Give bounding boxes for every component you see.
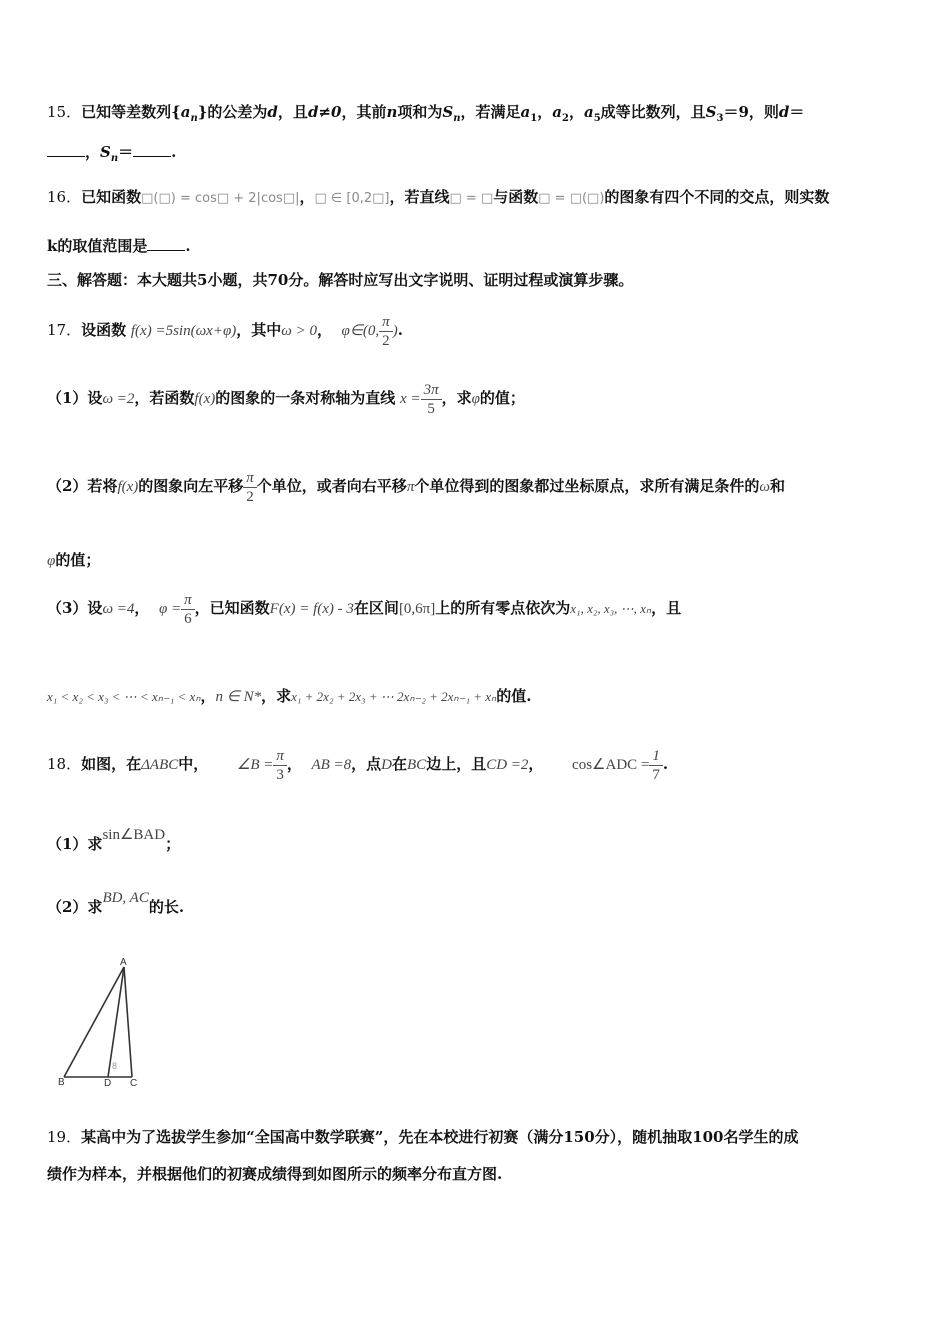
q18-part1: （1）求sin∠BAD； <box>47 827 181 853</box>
q18-number: 18． <box>47 755 82 773</box>
q16-line1: 16．已知函数□(□) = cos□ + 2|cos□|，□ ∈ [0,2□]，若直线□ = □与函数□ = □(□)的图象有四个不同的交点，则实数 <box>47 188 830 206</box>
q18-part2: （2）求BD, AC的长. <box>47 890 185 916</box>
function-def: f(x) =5sin(ωx+φ) <box>130 323 237 339</box>
fraction: $\frac{1}{7}$ <box>649 747 663 784</box>
fraction: $\frac{3\pi}{5}$ <box>421 381 442 418</box>
fraction: $\frac{\pi}{2}$ <box>379 313 393 350</box>
triangle-figure <box>50 955 150 1090</box>
fraction: $\frac{\pi}{6}$ <box>181 591 195 628</box>
q19-line1: 19．某高中为了选拔学生参加“全国高中数学联赛”，先在本校进行初赛（满分150分），随机抽取100名学生的成 <box>47 1128 799 1146</box>
q16-line2: k的取值范围是 . <box>47 237 191 255</box>
answer-blank <box>147 236 185 251</box>
label-c: C <box>130 1078 138 1089</box>
answer-blank <box>133 142 171 157</box>
q19-line2: 绩作为样本，并根据他们的初赛成绩得到如图所示的频率分布直方图. <box>47 1165 503 1183</box>
formula-image-domain: □ ∈ [0,2□] <box>314 191 390 206</box>
fraction: $\frac{\pi}{3}$ <box>273 747 287 784</box>
formula-image-graph: □ = □(□) <box>538 191 605 206</box>
answer-blank <box>47 142 85 157</box>
q17-part3: （3）设ω =4， φ = $\frac{\pi}{6}$ ，已知函数F(x) = f(x) - 3在区间[0,6π]上的所有零点依次为x₁, x₂, x₃, ⋯, xₙ，且 <box>47 591 682 627</box>
fraction: $\frac{\pi}{2}$ <box>243 469 257 506</box>
q18-stem: 18．如图，在ΔABC中， ∠B = $\frac{\pi}{3}$ ， AB =8，点D在BC边上，且CD =2， cos∠ADC = $\frac{1}{7}$ . <box>47 747 669 783</box>
q17-number: 17． <box>47 321 82 339</box>
label-d: D <box>104 1078 112 1089</box>
label-mark: 8 <box>112 1061 118 1071</box>
q19-number: 19． <box>47 1128 82 1146</box>
q16-number: 16． <box>47 188 82 206</box>
section-heading: 三、解答题：本大题共5小题，共70分。解答时应写出文字说明、证明过程或演算步骤。 <box>47 271 634 289</box>
q17-part2-line2: φ的值； <box>47 551 101 569</box>
q17-part2: （2）若将f(x)的图象向左平移 $\frac{\pi}{2}$ 个单位，或者向右平移π个单位得到的图象都过坐标原点，求所有满足条件的ω和 <box>47 469 785 505</box>
segment-ac <box>124 967 132 1077</box>
q15-line2: ，$S_n=$ . <box>47 142 176 169</box>
label-b: B <box>58 1077 65 1088</box>
formula-image-func: □(□) = cos□ + 2|cos□| <box>141 191 300 206</box>
q17-part3-line2: x₁ < x₂ < x₃ < ⋯ < xₙ₋₁ < xₙ，n ∈ N*，求x₁ + 2x₂ + 2x₃ + ⋯ 2xₙ₋₂ + 2xₙ₋₁ + xₙ的值. <box>47 687 532 705</box>
q17-stem: 17．设函数 f(x) =5sin(ωx+φ)，其中ω > 0， φ∈(0, $\frac{\pi}{2}$ ). <box>47 313 403 349</box>
q15-number: 15． <box>47 103 82 121</box>
label-a: A <box>120 957 127 968</box>
q15-line1: 15．已知等差数列$\{a_n\}$的公差为d，且d≠0，其前n项和为$S_n$，若满足$a_1$，$a_2$，$a_5$成等比数列，且$S_3=9$，则d＝ <box>47 103 805 124</box>
formula-image-line: □ = □ <box>449 191 494 206</box>
q17-part1: （1）设ω =2，若函数f(x)的图象的一条对称轴为直线 x = $\frac{3\pi}{5}$ ，求φ的值； <box>47 381 525 417</box>
